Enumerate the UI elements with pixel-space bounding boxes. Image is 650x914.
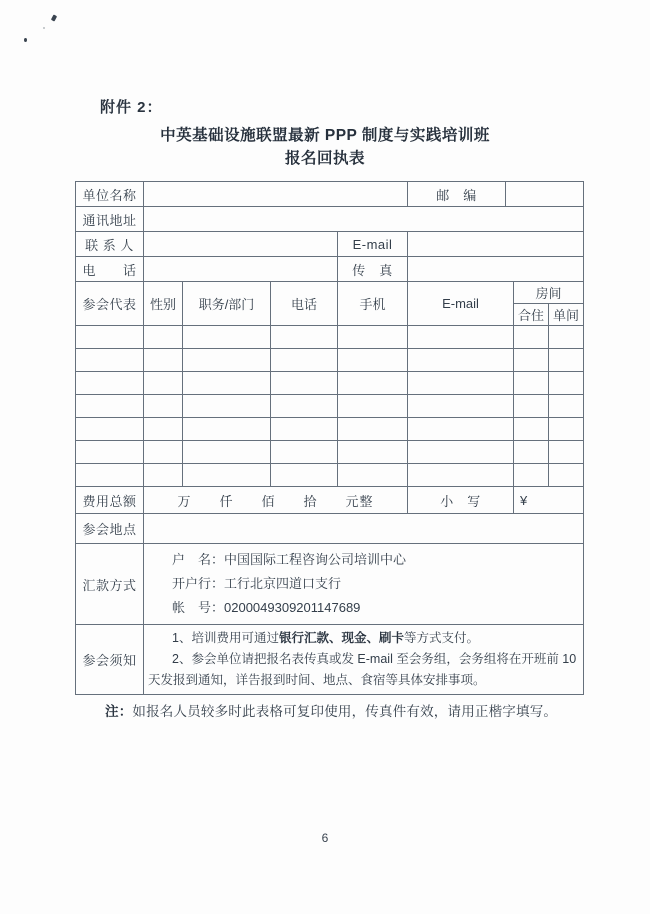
rep-room-shared-cell [514, 372, 549, 395]
rep-gender-cell [144, 441, 183, 464]
rep-phone-cell [271, 372, 338, 395]
postal-code-value [506, 182, 584, 207]
payment-method-label: 汇款方式 [76, 544, 144, 625]
rep-title-cell [183, 372, 271, 395]
attendance-notes-label: 参会须知 [76, 625, 144, 695]
notes-line-3: 天发报到通知，详告报到时间、地点、食宿等具体安排事项。 [148, 673, 486, 687]
rep-email-cell [408, 326, 514, 349]
rep-gender-cell [144, 464, 183, 487]
fee-total-label: 费用总额 [76, 487, 144, 514]
rep-email-cell [408, 349, 514, 372]
contact-email-value [408, 232, 584, 257]
rep-room-shared-cell [514, 464, 549, 487]
rep-title-cell [183, 326, 271, 349]
rep-room-single-cell [549, 418, 584, 441]
title-line-1: 中英基础设施联盟最新 PPP 制度与实践培训班 [160, 127, 490, 144]
rep-title-cell [183, 418, 271, 441]
rep-gender-cell [144, 372, 183, 395]
rep-name-cell [76, 441, 144, 464]
rep-title-cell [183, 349, 271, 372]
rep-room-shared-cell [514, 395, 549, 418]
rep-room-shared-cell [514, 441, 549, 464]
rep-title-cell [183, 395, 271, 418]
rep-mobile-cell [338, 395, 408, 418]
rep-email-cell [408, 441, 514, 464]
room-shared-col-header: 合住 [514, 304, 549, 326]
phone-value [144, 257, 338, 282]
scan-artifact [51, 14, 57, 21]
rep-name-cell [76, 418, 144, 441]
payment-details [144, 544, 584, 625]
unit-name-value [144, 182, 408, 207]
rep-room-single-cell [549, 372, 584, 395]
rep-name-cell [76, 326, 144, 349]
registration-form-table [75, 181, 584, 695]
rep-email-cell [408, 395, 514, 418]
representative-empty-row [76, 326, 584, 349]
rep-phone-cell [271, 349, 338, 372]
rep-mobile-cell [338, 326, 408, 349]
footnote: 注：如报名人员较多时此表格可复印使用，传真件有效，请用正楷字填写。 [105, 704, 558, 719]
document-title [0, 124, 650, 170]
notes-line-2: 2、参会单位请把报名表传真或发 E-mail 至会务组，会务组将在开班前 10 [172, 652, 577, 666]
rep-name-cell [76, 464, 144, 487]
rep-title-cell [183, 441, 271, 464]
rep-email-cell [408, 464, 514, 487]
rep-room-single-cell [549, 326, 584, 349]
rep-mobile-cell [338, 464, 408, 487]
fax-label: 传 真 [338, 257, 408, 282]
gender-col-header: 性别 [144, 282, 183, 326]
contact-value [144, 232, 338, 257]
postal-code-label: 邮 编 [408, 182, 506, 207]
rep-phone-cell [271, 418, 338, 441]
rep-room-single-cell [549, 349, 584, 372]
rep-room-single-cell [549, 441, 584, 464]
rep-title-cell [183, 464, 271, 487]
contact-label: 联 系 人 [76, 232, 144, 257]
rep-room-single-cell [549, 395, 584, 418]
contact-email-label: E-mail [338, 232, 408, 257]
room-single-col-header: 单间 [549, 304, 584, 326]
email-col-header: E-mail [408, 282, 514, 326]
representative-empty-row [76, 395, 584, 418]
address-label: 通讯地址 [76, 207, 144, 232]
rep-room-shared-cell [514, 326, 549, 349]
rep-phone-cell [271, 326, 338, 349]
rep-email-cell [408, 372, 514, 395]
rep-mobile-cell [338, 372, 408, 395]
room-col-header: 房间 [514, 282, 584, 304]
representative-empty-row [76, 418, 584, 441]
fax-value [408, 257, 584, 282]
rep-room-shared-cell [514, 418, 549, 441]
venue-value [144, 514, 584, 544]
page-number: 6 [321, 831, 329, 845]
unit-name-label: 单位名称 [76, 182, 144, 207]
title-dept-col-header: 职务/部门 [183, 282, 271, 326]
rep-gender-cell [144, 395, 183, 418]
mobile-col-header: 手机 [338, 282, 408, 326]
rep-name-cell [76, 395, 144, 418]
scan-artifact [24, 38, 27, 42]
representative-rows [76, 326, 584, 487]
phone-label: 电 话 [76, 257, 144, 282]
attachment-label: 附件 2： [100, 99, 163, 116]
payment-account-name: 户 名：中国国际工程咨询公司培训中心 [172, 552, 407, 567]
representative-empty-row [76, 372, 584, 395]
rep-room-shared-cell [514, 349, 549, 372]
rep-email-cell [408, 418, 514, 441]
payment-bank: 开户行：工行北京四道口支行 [172, 576, 342, 591]
rep-mobile-cell [338, 349, 408, 372]
rep-mobile-cell [338, 441, 408, 464]
rep-phone-cell [271, 464, 338, 487]
rep-gender-cell [144, 326, 183, 349]
fee-amount-words: 万 仟 佰 拾 元整 [144, 487, 408, 514]
fee-currency-symbol: ¥ [514, 487, 584, 514]
rep-gender-cell [144, 349, 183, 372]
rep-name-cell [76, 349, 144, 372]
venue-label: 参会地点 [76, 514, 144, 544]
fee-small-write-label: 小 写 [408, 487, 514, 514]
rep-room-single-cell [549, 464, 584, 487]
rep-gender-cell [144, 418, 183, 441]
representative-empty-row [76, 464, 584, 487]
representative-empty-row [76, 441, 584, 464]
phone-col-header: 电话 [271, 282, 338, 326]
scan-artifact [43, 27, 45, 29]
rep-phone-cell [271, 441, 338, 464]
rep-col-header: 参会代表 [76, 282, 144, 326]
rep-mobile-cell [338, 418, 408, 441]
attendance-notes-content [144, 625, 584, 695]
payment-account-number: 帐 号：0200049309201147689 [172, 600, 361, 615]
representative-empty-row [76, 349, 584, 372]
notes-line-1: 1、培训费用可通过银行汇款、现金、刷卡等方式支付。 [172, 631, 479, 645]
rep-phone-cell [271, 395, 338, 418]
address-value [144, 207, 584, 232]
title-line-2: 报名回执表 [284, 150, 365, 167]
rep-name-cell [76, 372, 144, 395]
